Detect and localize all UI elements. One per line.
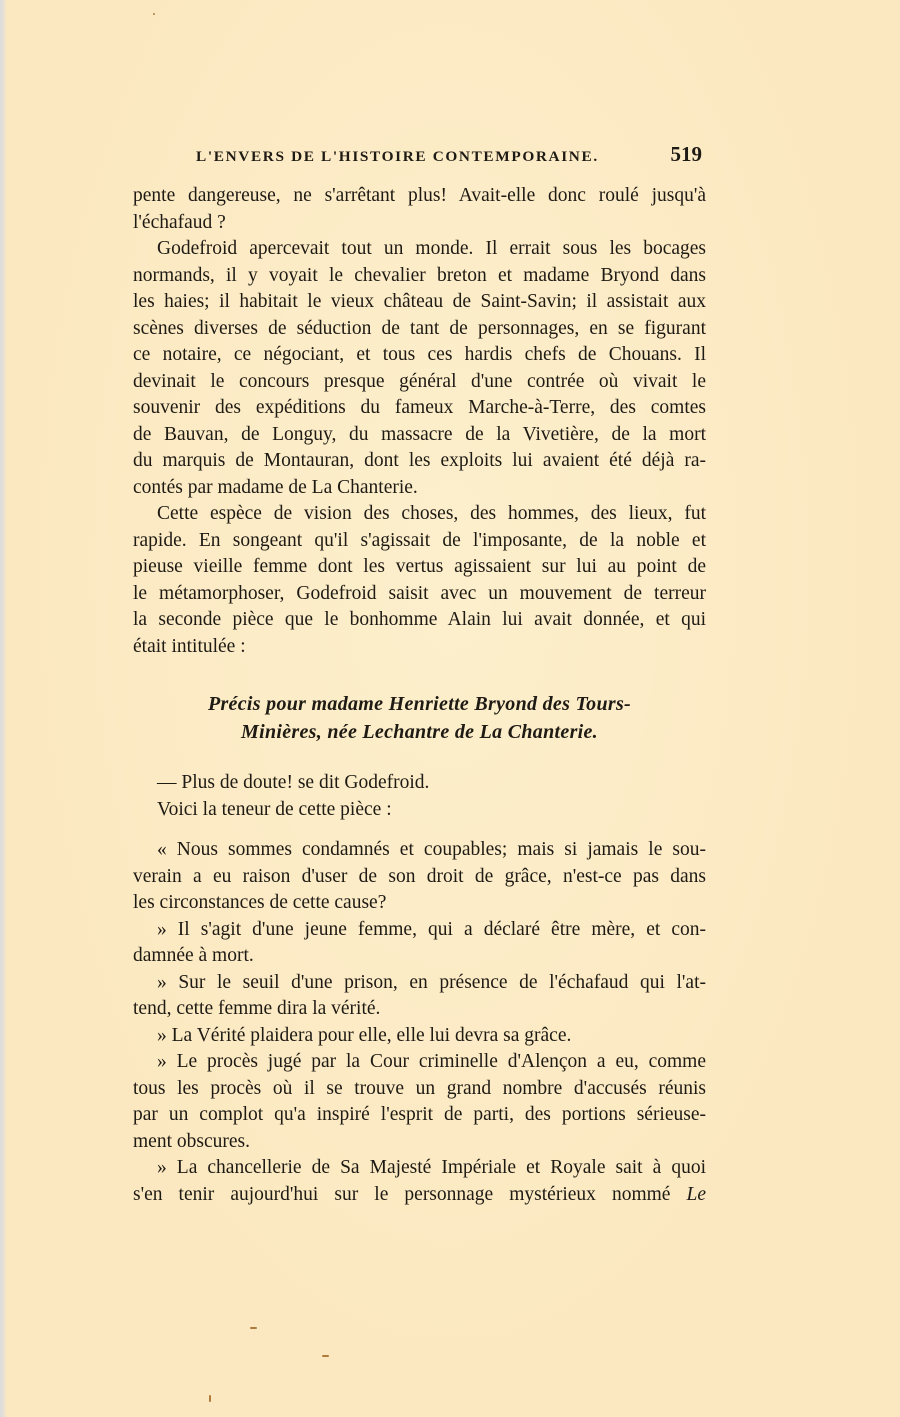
- text-line: les circonstances de cette cause?: [133, 892, 387, 913]
- text-line: normands, il y voyait le chevalier breton et madame Bryond dans: [133, 264, 706, 286]
- body-text-bottom: [133, 770, 706, 1208]
- text-line: contés par madame de La Chanterie.: [133, 476, 418, 498]
- text-line: scènes diverses de séduction de tant de personnages, en se figurant: [133, 317, 706, 339]
- page-number: 519: [670, 142, 702, 166]
- quote-paragraph: [133, 1023, 706, 1050]
- quote-paragraph: [133, 837, 706, 917]
- text-line: de Bauvan, de Longuy, du massacre de la Vivetière, de la mort: [133, 423, 706, 445]
- text-line: verain a eu raison d'user de son droit de grâce, n'est-ce pas dans: [133, 865, 706, 887]
- text-line: » Il s'agit d'une jeune femme, qui a déclaré être mère, et con-: [157, 918, 706, 940]
- text-line: damnée à mort.: [133, 945, 254, 966]
- text-line: devinait le concours presque général d'une contrée où vivait le: [133, 370, 706, 392]
- text-line: tous les procès où il se trouve un grand nombre d'accusés réunis: [133, 1077, 706, 1099]
- text-line: pieuse vieille femme dont les vertus agissaient sur lui au point de: [133, 556, 706, 577]
- paper-speck: [153, 13, 155, 15]
- quote-paragraph: [133, 917, 706, 970]
- paragraph: [133, 501, 706, 660]
- paragraph: [133, 183, 706, 236]
- text-line: Cette espèce de vision des choses, des hommes, des lieux, fut: [157, 503, 706, 524]
- document-title-line: Minières, née Lechantre de La Chanterie.: [241, 721, 598, 743]
- paper-speck: [250, 1327, 257, 1329]
- text-line: [133, 1182, 706, 1209]
- text-line: » Le procès jugé par la Cour criminelle d'Alençon a eu, comme: [157, 1051, 706, 1072]
- text-line: Godefroid apercevait tout un monde. Il errait sous les bocages: [157, 238, 706, 259]
- text-line: était intitulée :: [133, 635, 246, 657]
- text-line-content: s'en tenir aujourd'hui sur le personnage mystérieux nommé: [133, 1183, 671, 1205]
- quote-paragraph: [133, 970, 706, 1023]
- italic-word: Le: [686, 1183, 706, 1205]
- text-line: ce notaire, ce négociant, et tous ces hardis chefs de Chouans. Il: [133, 344, 706, 365]
- text-line: par un complot qu'a inspiré l'esprit de parti, des portions sérieuse-: [133, 1104, 706, 1125]
- text-line: pente dangereuse, ne s'arrêtant plus! Avait-elle donc roulé jusqu'à: [133, 185, 706, 206]
- scan-edge: [0, 0, 6, 1417]
- text-line: du marquis de Montauran, dont les exploits lui avaient été déjà ra-: [133, 450, 706, 471]
- text-line: rapide. En songeant qu'il s'agissait de l'imposante, de la noble et: [133, 529, 706, 551]
- text-line: le métamorphoser, Godefroid saisit avec un mouvement de terreur: [133, 582, 706, 604]
- text-line: » La chancellerie de Sa Majesté Impériale et Royale sait à quoi: [157, 1157, 706, 1178]
- text-line: souvenir des expéditions du fameux Marche-à-Terre, des comtes: [133, 397, 706, 418]
- running-head-title: L'ENVERS DE L'HISTOIRE CONTEMPORAINE.: [196, 149, 599, 165]
- quote-paragraph: [133, 1155, 706, 1208]
- body-text-top: [133, 183, 706, 660]
- paragraph: [133, 236, 706, 501]
- document-title-line: Précis pour madame Henriette Bryond des Tours-: [207, 693, 632, 715]
- document-title: [133, 690, 706, 746]
- paragraph: [133, 797, 706, 824]
- paper-speck: [209, 1395, 211, 1402]
- quote-paragraph: [133, 1049, 706, 1155]
- text-line: — Plus de doute! se dit Godefroid.: [157, 772, 430, 793]
- paragraph: [133, 770, 706, 797]
- text-line: » Sur le seuil d'une prison, en présence de l'échafaud qui l'at-: [157, 971, 706, 993]
- running-head: [196, 142, 702, 172]
- spacer: [133, 823, 706, 837]
- text-line: » La Vérité plaidera pour elle, elle lui devra sa grâce.: [157, 1024, 572, 1046]
- text-line: la seconde pièce que le bonhomme Alain lui avait donnée, et qui: [133, 609, 706, 630]
- text-line: l'échafaud ?: [133, 211, 226, 233]
- text-line: les haies; il habitait le vieux château de Saint-Savin; il assistait aux: [133, 291, 706, 312]
- text-line: « Nous sommes condamnés et coupables; mais si jamais le sou-: [157, 839, 706, 860]
- text-line: ment obscures.: [133, 1130, 250, 1152]
- text-line: Voici la teneur de cette pièce :: [157, 798, 392, 820]
- text-line: tend, cette femme dira la vérité.: [133, 998, 381, 1019]
- paper-speck: [322, 1355, 329, 1357]
